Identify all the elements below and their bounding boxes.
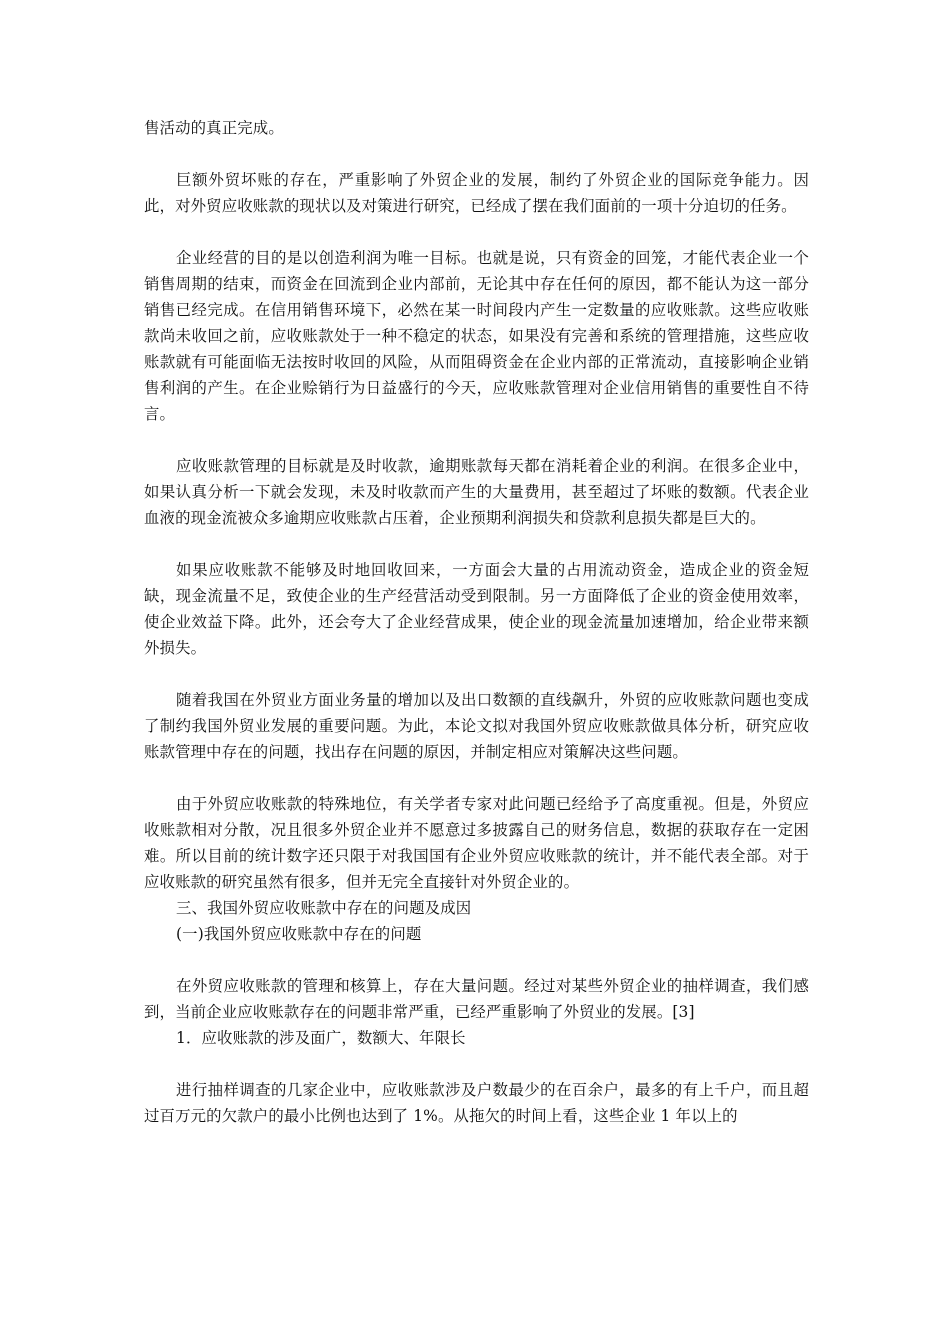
paragraph-business-goal: 企业经营的目的是以创造利润为唯一目标。也就是说，只有资金的回笼，才能代表企业一个销售周期的结束，而资金在回流到企业内部前，无论其中存在任何的原因，都不能认为这一部分销售已经完成。在信用销售环境下，必然在某一时间段内产生一定数量的应收账款。这些应收账款尚未收回之前，应收账款处于一种不稳定的状态，如果没有完善和系统的管理措施，这些应收账款就有可能面临无法按时收回的风险，从而阻碍资金在企业内部的正常流动，直接影响企业销售利润的产生。在企业赊销行为日益盛行的今天，应收账款管理对企业信用销售的重要性自不待言。 bbox=[144, 249, 809, 423]
paragraph-continuation: 售活动的真正完成。 bbox=[144, 119, 284, 137]
paragraph-management-target: 应收账款管理的目标就是及时收款，逾期账款每天都在消耗着企业的利润。在很多企业中，如果认真分析一下就会发现，未及时收款而产生的大量费用，甚至超过了坏账的数额。代表企业血液的现金流被众多逾期应收账款占压着，企业预期利润损失和贷款利息损失都是巨大的。 bbox=[144, 457, 809, 527]
paragraph-research-purpose: 随着我国在外贸业方面业务量的增加以及出口数额的直线飙升，外贸的应收账款问题也变成了制约我国外贸业发展的重要问题。为此，本论文拟对我国外贸应收账款做具体分析，研究应收账款管理中存在的问题，找出存在问题的原因，并制定相应对策解决这些问题。 bbox=[144, 691, 809, 761]
subsection-heading: (一)我国外贸应收账款中存在的问题 bbox=[176, 925, 422, 943]
paragraph-data-limitations: 由于外贸应收账款的特殊地位，有关学者专家对此问题已经给予了高度重视。但是，外贸应收账款相对分散，况且很多外贸企业并不愿意过多披露自己的财务信息，数据的获取存在一定困难。所以目前的统计数字还只限于对我国国有企业外贸应收账款的统计，并不能代表全部。对于应收账款的研究虽然有很多，但并无完全直接针对外贸企业的。 bbox=[144, 795, 809, 891]
numbered-heading: 1．应收账款的涉及面广，数额大、年限长 bbox=[176, 1029, 466, 1047]
paragraph-survey-findings: 在外贸应收账款的管理和核算上，存在大量问题。经过对某些外贸企业的抽样调查，我们感到，当前企业应收账款存在的问题非常严重，已经严重影响了外贸业的发展。[3] bbox=[144, 977, 809, 1021]
paragraph-sample-survey: 进行抽样调查的几家企业中，应收账款涉及户数最少的在百余户，最多的有上千户，而且超过百万元的欠款户的最小比例也达到了 1%。从拖欠的时间上看，这些企业 1 年以上的 bbox=[144, 1081, 809, 1125]
paragraph-collection-impact: 如果应收账款不能够及时地回收回来，一方面会大量的占用流动资金，造成企业的资金短缺，现金流量不足，致使企业的生产经营活动受到限制。另一方面降低了企业的资金使用效率，使企业效益下降。此外，还会夸大了企业经营成果，使企业的现金流量加速增加，给企业带来额外损失。 bbox=[144, 561, 809, 657]
section-heading: 三、我国外贸应收账款中存在的问题及成因 bbox=[176, 899, 472, 917]
document-body bbox=[144, 115, 809, 1129]
paragraph-bad-debt: 巨额外贸坏账的存在，严重影响了外贸企业的发展，制约了外贸企业的国际竞争能力。因此，对外贸应收账款的现状以及对策进行研究，已经成了摆在我们面前的一项十分迫切的任务。 bbox=[144, 171, 809, 215]
